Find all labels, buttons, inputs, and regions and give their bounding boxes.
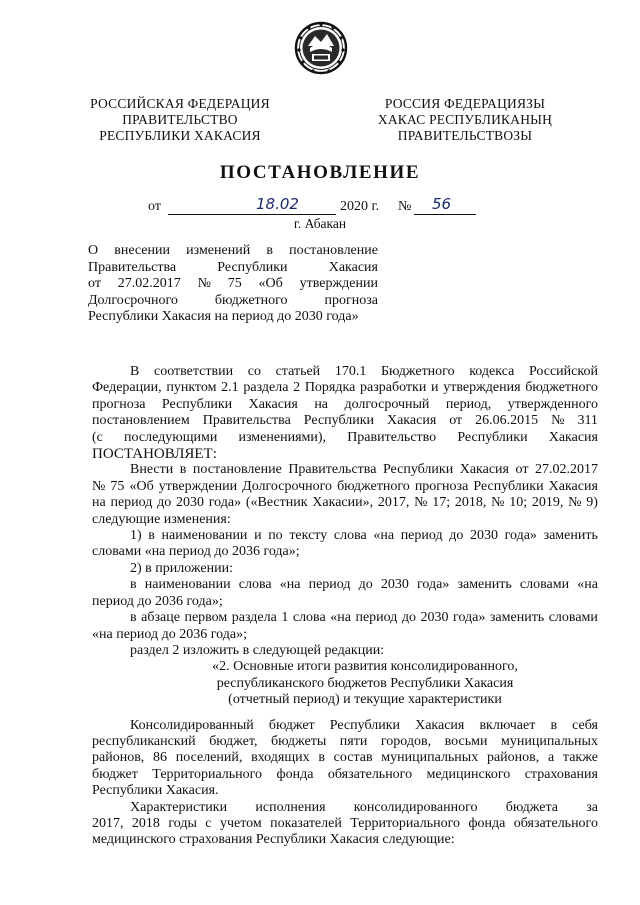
word: бюджетного: [214, 292, 288, 308]
word: 2: [293, 380, 301, 396]
word: первом: [184, 610, 228, 626]
word: слова: [292, 610, 326, 626]
body-line: 2) в приложении:: [130, 560, 233, 576]
word: бюджет,: [209, 733, 258, 749]
document-body: [92, 364, 598, 849]
word: Правительства: [202, 413, 291, 429]
subject-line: [88, 243, 378, 260]
word: слова: [333, 528, 367, 544]
word: и: [431, 380, 439, 396]
word: 10;: [509, 495, 528, 511]
body-line: [92, 528, 598, 544]
word: обязательного: [513, 815, 598, 831]
word: поселений,: [175, 750, 243, 766]
word: Правительства: [88, 259, 177, 275]
word: до: [401, 610, 417, 626]
body-line: [92, 718, 598, 734]
word: со: [247, 364, 261, 379]
word: №: [197, 276, 211, 291]
word: до: [358, 577, 373, 593]
word: от: [88, 276, 101, 291]
word: Бюджетного: [380, 364, 455, 379]
word: также: [562, 750, 598, 766]
word: Хакасия: [548, 478, 598, 494]
body-line: словами «на период до 2036 года»;: [92, 544, 300, 560]
word: заменить: [457, 577, 512, 593]
word: Российской: [528, 364, 598, 379]
word: 1): [130, 528, 142, 544]
subject-block: [88, 243, 378, 326]
word: Хакасия: [415, 717, 465, 733]
body-line: раздел 2 изложить в следующей редакции:: [130, 642, 385, 658]
word: в: [179, 462, 187, 478]
word: состав: [333, 750, 373, 766]
header-right-line: РОССИЯ ФЕДЕРАЦИЯЗЫ: [384, 96, 546, 111]
word: 26.06.2015: [475, 413, 539, 429]
word: соответствии: [153, 364, 234, 379]
body-line: [92, 462, 598, 478]
word: 17;: [432, 495, 451, 511]
word: долгосрочный: [344, 396, 430, 412]
word: «на: [330, 610, 351, 626]
word: 2030: [380, 577, 409, 593]
word: Правительство: [347, 429, 437, 445]
word: Долгосрочного: [242, 478, 333, 494]
word: 2019,: [531, 495, 564, 511]
body-line: [92, 767, 598, 783]
word: утверждения: [443, 380, 521, 396]
section-title-line: «2. Основные итоги развития консолидированного,: [212, 659, 518, 675]
word: (с: [92, 429, 103, 445]
word: в: [130, 610, 137, 626]
word: Территориального: [152, 766, 263, 782]
word: года»: [504, 528, 537, 544]
word: изменений: [186, 243, 251, 258]
word: Долгосрочного: [88, 292, 178, 308]
body-line: [92, 413, 598, 429]
body-line: [92, 800, 598, 816]
section-title-line: республиканского бюджетов Республики Хакасия: [216, 675, 514, 691]
word: разработки: [360, 380, 427, 396]
word: за: [586, 799, 598, 815]
word: 2018: [131, 815, 160, 831]
word: 2018,: [454, 495, 487, 511]
body-line: [92, 397, 598, 413]
word: Республики: [303, 413, 375, 429]
word: включает: [479, 717, 536, 733]
word: Порядка: [304, 380, 356, 396]
word: тексту: [289, 528, 328, 544]
word: Хакасия: [459, 462, 509, 478]
word: 2030: [176, 495, 205, 511]
word: «на: [279, 577, 301, 593]
word: в: [550, 717, 558, 733]
word: Территориального: [350, 815, 461, 831]
word: от: [449, 413, 463, 429]
section-title-line: (отчетный период) и текущие характеристики: [228, 692, 502, 708]
body-line: [92, 430, 598, 446]
word: О: [88, 243, 99, 258]
body-line: [92, 495, 598, 511]
word: районов,: [486, 750, 540, 766]
word: наименовании: [161, 528, 248, 544]
word: постановление: [192, 462, 282, 478]
word: и: [254, 528, 262, 544]
body-line: [92, 750, 598, 766]
word: №: [414, 495, 428, 511]
word: от: [515, 462, 529, 478]
word: 2030: [469, 528, 498, 544]
handwritten-number: 56: [432, 195, 452, 213]
word: период: [400, 528, 443, 544]
word: Хакасии»,: [312, 495, 374, 511]
word: восьми: [444, 733, 488, 749]
word: раздела: [231, 610, 277, 626]
word: «Об: [129, 478, 154, 494]
header-left-line: ПРАВИТЕЛЬСТВО: [122, 112, 238, 127]
word: Хакасия: [328, 259, 378, 275]
subject-line: Республики Хакасия на период до 2030 года»: [88, 309, 359, 324]
word: муниципальных: [501, 733, 598, 749]
word: а: [547, 750, 555, 766]
word: 9): [586, 495, 598, 511]
word: статьей: [275, 364, 321, 379]
word: Республики: [473, 478, 544, 494]
number-underline: [414, 214, 476, 215]
word: Республики: [329, 717, 400, 733]
word: 2.1: [221, 380, 239, 396]
word: года»: [417, 577, 450, 593]
word: показателей: [270, 815, 342, 831]
word: постановление: [289, 243, 378, 258]
word: 27.02.2017: [535, 462, 598, 478]
word: кодекса: [469, 364, 515, 379]
word: заменить: [543, 528, 598, 544]
word: на: [314, 396, 329, 412]
body-line: период до 2036 года»;: [92, 593, 223, 609]
resolves-word: ПОСТАНОВЛЯЕТ:: [92, 446, 217, 463]
word: 1: [281, 610, 289, 626]
word: 170.1: [334, 364, 367, 379]
spacer: [92, 709, 598, 718]
word: Хакасия: [248, 396, 298, 412]
word: период: [110, 495, 153, 511]
word: 27.02.2017: [117, 276, 181, 291]
word: изменениями),: [238, 429, 327, 445]
word: 75: [110, 478, 125, 494]
word: Хакасия: [548, 429, 598, 445]
word: в: [148, 528, 155, 544]
word: утверждении: [158, 478, 238, 494]
header-left: [80, 96, 280, 144]
word: бюджет: [268, 717, 315, 733]
word: №: [92, 478, 106, 494]
word: «на: [577, 577, 598, 593]
word: в: [266, 243, 273, 258]
word: до: [157, 495, 172, 511]
body-line: следующие изменения:: [92, 511, 231, 527]
body-line: [92, 380, 598, 396]
word: бюджет: [92, 766, 138, 782]
word: фонда: [468, 815, 506, 831]
word: на: [92, 495, 106, 511]
body-line: [92, 364, 598, 380]
word: период: [308, 577, 351, 593]
city: г. Абакан: [293, 216, 347, 231]
emblem-icon: [293, 18, 349, 78]
word: словами: [519, 577, 570, 593]
word: раздела: [243, 380, 289, 396]
word: республиканский: [92, 733, 196, 749]
number-prefix: №: [398, 199, 412, 214]
word: абзаце: [141, 610, 180, 626]
word: пяти: [339, 733, 368, 749]
body-line: [92, 610, 598, 626]
word: Федерации,: [92, 380, 162, 396]
word: 75: [227, 276, 242, 291]
header-right-line: ПРАВИТЕЛЬСТВОЗЫ: [397, 128, 533, 143]
word: №: [551, 413, 565, 429]
word: №: [568, 495, 582, 511]
word: консолидированного: [353, 799, 478, 815]
word: 2017,: [377, 495, 410, 511]
word: Республики: [457, 429, 528, 445]
word: наименовании: [144, 577, 231, 593]
body-line: «на период до 2036 года»;: [92, 626, 247, 642]
word: бюджета: [505, 799, 558, 815]
word: постановлением: [92, 413, 190, 429]
word: с: [205, 815, 212, 831]
word: последующими: [124, 429, 218, 445]
word: Республики: [382, 462, 454, 478]
word: прогноза: [414, 478, 469, 494]
word: бюджетного: [337, 478, 410, 494]
word: 311: [577, 413, 598, 429]
date-prefix: от: [148, 199, 161, 214]
word: годы: [168, 815, 197, 831]
body-line: Республики Хакасия.: [92, 783, 219, 799]
word: («Вестник: [245, 495, 308, 511]
header-left-line: РЕСПУБЛИКИ ХАКАСИЯ: [99, 128, 261, 143]
word: входящих: [251, 750, 310, 766]
word: в: [318, 750, 325, 766]
word: Характеристики: [130, 799, 228, 815]
word: 2017,: [92, 815, 124, 831]
word: внесении: [114, 243, 170, 258]
word: 2030: [420, 610, 449, 626]
word: период: [355, 610, 398, 626]
document-title: ПОСТАНОВЛЕНИЕ: [219, 162, 421, 183]
body-line: [92, 734, 598, 750]
word: обязательного: [327, 766, 413, 782]
header-right-line: ХАКАС РЕСПУБЛИКАНЫҢ: [377, 112, 553, 127]
body-line: [92, 577, 598, 593]
handwritten-date: 18.02: [256, 195, 299, 213]
word: №: [491, 495, 505, 511]
word: слова: [238, 577, 272, 593]
word: страхования: [524, 766, 598, 782]
word: утверждении: [299, 276, 378, 291]
word: бюджеты: [271, 733, 327, 749]
word: прогноза: [324, 292, 378, 308]
word: Правительства: [288, 462, 377, 478]
date-year: 2020 г.: [340, 199, 380, 214]
body-line: [92, 479, 598, 495]
word: медицинского: [426, 766, 511, 782]
subject-line: [88, 276, 378, 293]
word: заменить: [489, 610, 545, 626]
subject-line: [88, 260, 378, 277]
word: городов,: [380, 733, 432, 749]
header-right: [365, 96, 565, 144]
word: года»: [208, 495, 242, 511]
word: В: [130, 364, 140, 379]
date-underline: [168, 214, 336, 215]
word: Хакасия: [386, 413, 437, 429]
word: прогноза: [92, 396, 146, 412]
subject-line: [88, 293, 378, 310]
body-line: [92, 816, 598, 832]
word: утвержденного: [507, 396, 598, 412]
word: Консолидированный: [130, 717, 254, 733]
word: словами: [548, 610, 598, 626]
word: бюджетного: [525, 380, 598, 396]
word: учетом: [219, 815, 262, 831]
word: по: [268, 528, 283, 544]
word: себя: [572, 717, 598, 733]
word: в: [130, 577, 137, 593]
word: районов,: [92, 750, 145, 766]
word: фонда: [276, 766, 314, 782]
word: пунктом: [166, 380, 217, 396]
word: года»: [453, 610, 486, 626]
word: «Об: [258, 276, 283, 291]
word: Республики: [217, 259, 288, 275]
word: Республики: [161, 396, 233, 412]
header-left-line: РОССИЙСКАЯ ФЕДЕРАЦИЯ: [90, 96, 270, 111]
word: «на: [373, 528, 395, 544]
word: 86: [153, 750, 168, 766]
word: муниципальных: [381, 750, 479, 766]
word: Внести: [130, 462, 174, 478]
word: период,: [445, 396, 492, 412]
word: исполнения: [255, 799, 326, 815]
body-line: медицинского страхования Республики Хакасия следующие:: [92, 832, 455, 848]
word: до: [449, 528, 464, 544]
